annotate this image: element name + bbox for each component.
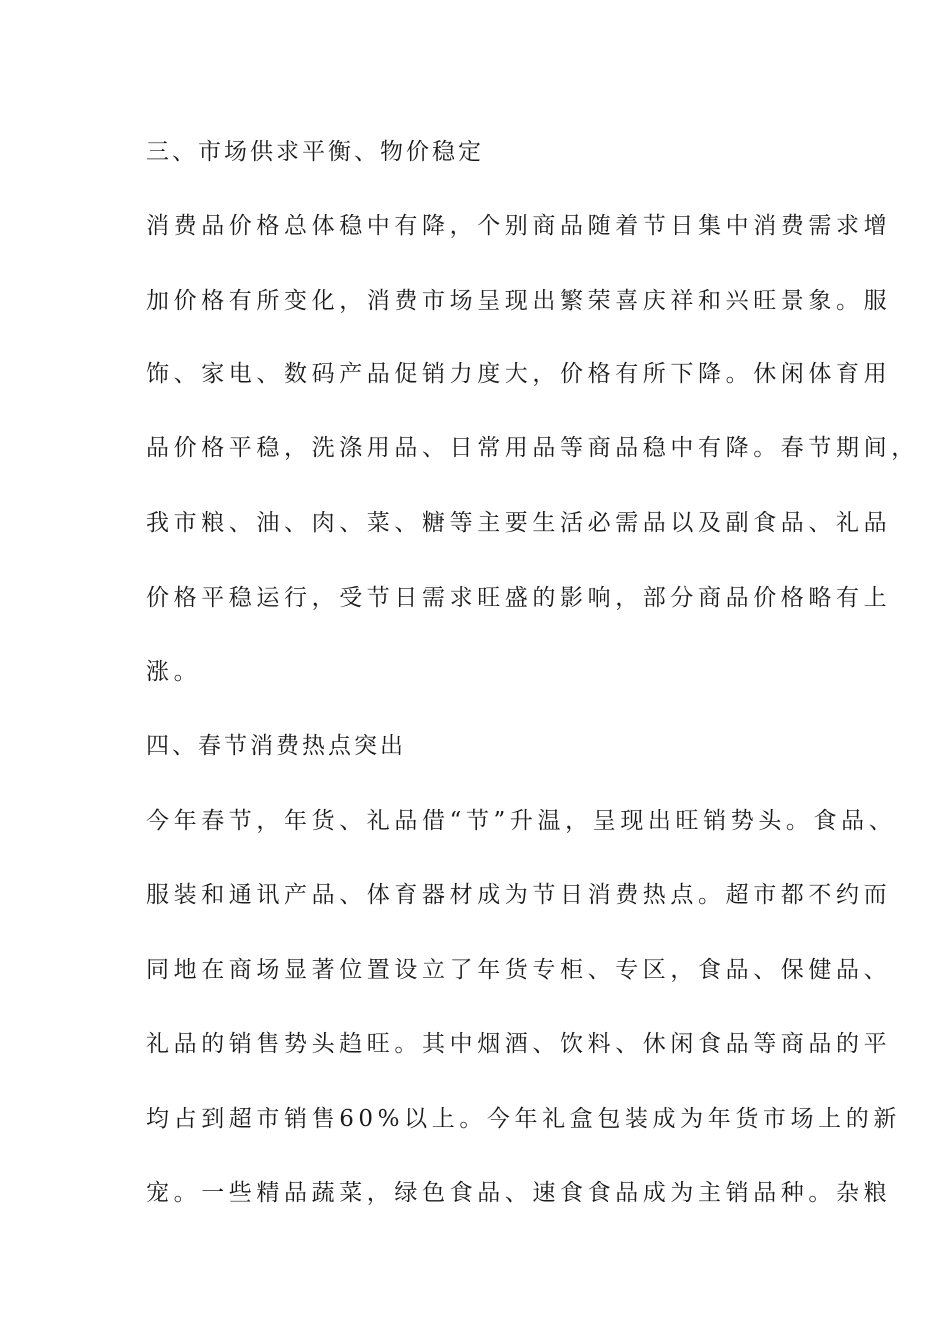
paragraph-line: 均占到超市销售60%以上。今年礼盒包装成为年货市场上的新 — [146, 1106, 901, 1132]
paragraph-line: 礼品的销售势头趋旺。其中烟酒、饮料、休闲食品等商品的平 — [146, 1031, 892, 1057]
paragraph-line: 宠。一些精品蔬菜，绿色食品、速食食品成为主销品种。杂粮 — [146, 1180, 892, 1206]
section-heading: 四、春节消费热点突出 — [146, 733, 406, 759]
section-heading: 三、市场供求平衡、物价稳定 — [146, 139, 484, 165]
paragraph-line: 同地在商场显著位置设立了年货专柜、专区，食品、保健品、 — [146, 957, 892, 983]
paragraph-line: 饰、家电、数码产品促销力度大，价格有所下降。休闲体育用 — [146, 361, 892, 387]
paragraph-line: 涨。 — [146, 659, 202, 685]
paragraph-line: 加价格有所变化，消费市场呈现出繁荣喜庆祥和兴旺景象。服 — [146, 288, 892, 314]
paragraph-line: 品价格平稳，洗涤用品、日常用品等商品稳中有降。春节期间， — [146, 435, 919, 461]
paragraph-line: 消费品价格总体稳中有降，个别商品随着节日集中消费需求增 — [146, 213, 892, 239]
paragraph-line: 今年春节，年货、礼品借“节”升温，呈现出旺销势头。食品、 — [146, 808, 897, 834]
paragraph-line: 价格平稳运行，受节日需求旺盛的影响，部分商品价格略有上 — [146, 585, 892, 611]
paragraph-line: 服装和通讯产品、体育器材成为节日消费热点。超市都不约而 — [146, 882, 892, 908]
paragraph-line: 我市粮、油、肉、菜、糖等主要生活必需品以及副食品、礼品 — [146, 510, 892, 536]
